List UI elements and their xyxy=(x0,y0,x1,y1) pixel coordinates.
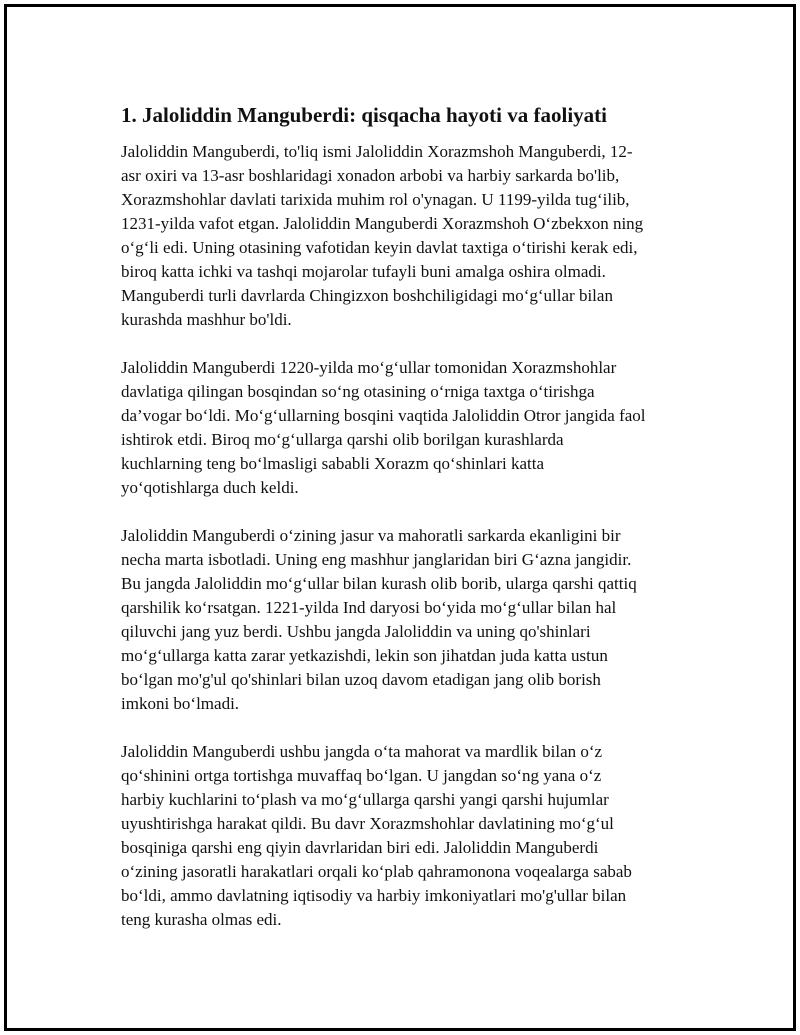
text-line: kurashda mashhur bo'ldi. xyxy=(121,310,292,329)
text-line: imkoni bo‘lmadi. xyxy=(121,694,240,713)
text-line: bo‘lgan mo'g'ul qo'shinlari bilan uzoq davom etadigan jang olib borish xyxy=(121,670,601,689)
text-line: Jaloliddin Manguberdi 1220-yilda mo‘g‘ullar tomonidan Xorazmshohlar xyxy=(121,358,617,377)
text-line: Jaloliddin Manguberdi ushbu jangda o‘ta mahorat va mardlik bilan o‘z xyxy=(121,742,603,761)
text-line: o‘zining jasoratli harakatlari orqali ko‘plab qahramonona voqealarga sabab xyxy=(121,862,632,881)
text-line: 1231-yilda vafot etgan. Jaloliddin Manguberdi Xorazmshoh O‘zbekxon ning xyxy=(121,214,644,233)
text-line: Xorazmshohlar davlati tarixida muhim rol o'ynagan. U 1199-yilda tug‘ilib, xyxy=(121,190,630,209)
text-line: Manguberdi turli davrlarda Chingizxon boshchiligidagi mo‘g‘ullar bilan xyxy=(121,286,613,305)
paragraph-4 xyxy=(121,740,701,932)
text-line: harbiy kuchlarini to‘plash va mo‘g‘ullarga qarshi yangi qarshi hujumlar xyxy=(121,790,609,809)
text-line: qiluvchi jang yuz berdi. Ushbu jangda Jaloliddin va uning qo'shinlari xyxy=(121,622,591,641)
document-title: 1. Jaloliddin Manguberdi: qisqacha hayoti va faoliyati xyxy=(121,103,607,127)
text-line: asr oxiri va 13-asr boshlaridagi xonadon arbobi va harbiy sarkarda bo'lib, xyxy=(121,166,620,185)
text-line: teng kurasha olmas edi. xyxy=(121,910,282,929)
text-line: qarshilik ko‘rsatgan. 1221-yilda Ind daryosi bo‘yida mo‘g‘ullar bilan hal xyxy=(121,598,617,617)
paragraph-2 xyxy=(121,356,701,500)
paragraph-3 xyxy=(121,524,701,716)
text-line: bo‘ldi, ammo davlatning iqtisodiy va harbiy imkoniyatlari mo'g'ullar bilan xyxy=(121,886,627,905)
text-line: Jaloliddin Manguberdi o‘zining jasur va mahoratli sarkarda ekanligini bir xyxy=(121,526,621,545)
text-line: qo‘shinini ortga tortishga muvaffaq bo‘lgan. U jangdan so‘ng yana o‘z xyxy=(121,766,602,785)
text-line: biroq katta ichki va tashqi mojarolar tufayli buni amalga oshira olmadi. xyxy=(121,262,606,281)
document-body xyxy=(121,102,701,956)
text-line: Bu jangda Jaloliddin mo‘g‘ullar bilan kurash olib borib, ularga qarshi qattiq xyxy=(121,574,637,593)
text-line: o‘g‘li edi. Uning otasining vafotidan keyin davlat taxtiga o‘tirishi kerak edi, xyxy=(121,238,638,257)
text-line: kuchlarning teng bo‘lmasligi sababli Xorazm qo‘shinlari katta xyxy=(121,454,544,473)
text-line: yo‘qotishlarga duch keldi. xyxy=(121,478,299,497)
text-line: necha marta isbotladi. Uning eng mashhur janglaridan biri G‘azna jangidir. xyxy=(121,550,632,569)
text-line: davlatiga qilingan bosqindan so‘ng otasining o‘rniga taxtga o‘tirishga xyxy=(121,382,595,401)
text-line: ishtirok etdi. Biroq mo‘g‘ullarga qarshi olib borilgan kurashlarda xyxy=(121,430,564,449)
text-line: da’vogar bo‘ldi. Mo‘g‘ullarning bosqini vaqtida Jaloliddin Otror jangida faol xyxy=(121,406,646,425)
text-line: uyushtirishga harakat qildi. Bu davr Xorazmshohlar davlatining mo‘g‘ul xyxy=(121,814,614,833)
page-frame xyxy=(4,4,796,1031)
text-line: Jaloliddin Manguberdi, to'liq ismi Jaloliddin Xorazmshoh Manguberdi, 12- xyxy=(121,142,633,161)
text-line: bosqiniga qarshi eng qiyin davrlaridan biri edi. Jaloliddin Manguberdi xyxy=(121,838,599,857)
paragraph-1 xyxy=(121,140,701,332)
text-line: mo‘g‘ullarga katta zarar yetkazishdi, lekin son jihatdan juda katta ustun xyxy=(121,646,608,665)
